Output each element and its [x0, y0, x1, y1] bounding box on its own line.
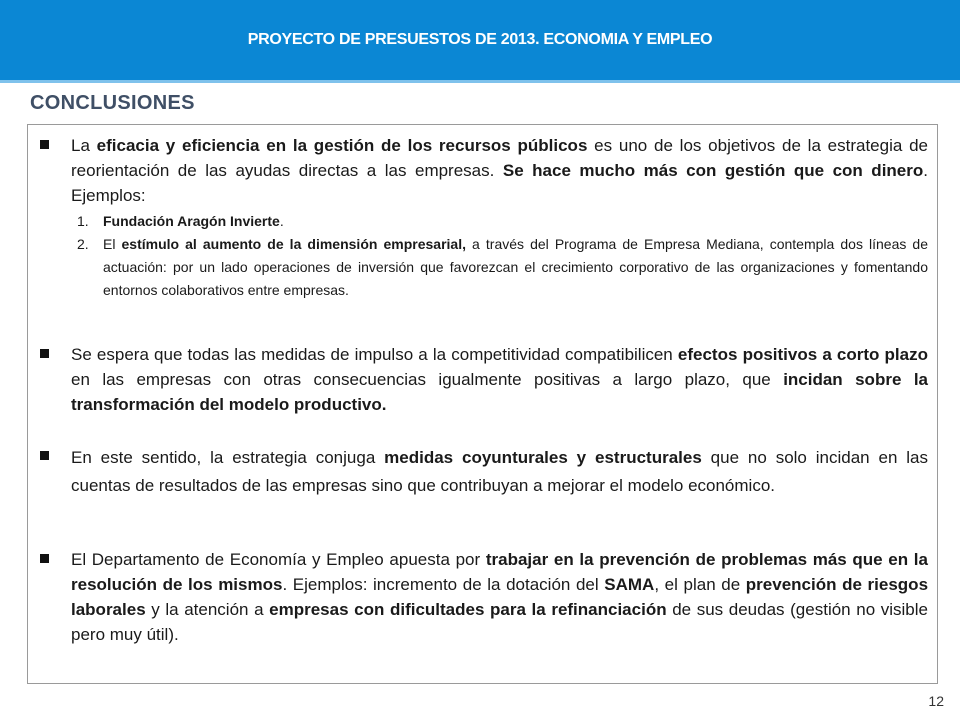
text-segment: . [279, 213, 284, 229]
bullet-body [71, 444, 928, 500]
conclusions-box [27, 124, 938, 684]
bold-text-segment: medidas coyunturales y estructurales [384, 448, 702, 467]
square-bullet-icon [40, 349, 49, 358]
sublist-item [71, 210, 928, 233]
text-segment: en las empresas con otras consecuencias igualmente positivas a largo plazo, que [71, 370, 784, 389]
header-bar [0, 0, 960, 83]
slide-header-title: PROYECTO DE PRESUESTOS DE 2013. ECONOMIA Y EMPLEO [247, 31, 713, 48]
sublist-number: 2. [77, 236, 89, 252]
sublist-text [103, 233, 928, 302]
bullet-item [36, 342, 928, 417]
text-segment: es uno de los objetivos de la estrategia de reorientación de las ayudas directas a las empresas. [71, 136, 928, 180]
bullet-text [71, 444, 928, 500]
text-segment: Se espera que todas las medidas de impulso a la competitividad compatibilicen [71, 345, 678, 364]
text-segment: El Departamento de Economía y Empleo apuesta por [71, 550, 486, 569]
text-segment: a través del Programa de Empresa Mediana, contempla dos líneas de actuación: por un lado operaciones de inversión que favorezcan el crecimiento corporativo de las organizaciones y fomentando entornos colaborativos entre empresas. [103, 236, 928, 298]
sublist-number: 1. [77, 213, 89, 229]
bullet-item [36, 444, 928, 500]
square-bullet-icon [40, 451, 49, 460]
text-segment: El [103, 236, 122, 252]
bullet-text [71, 342, 928, 417]
bold-text-segment: empresas con dificultades para la refinanciación [269, 600, 667, 619]
bullet-body [71, 547, 928, 647]
text-segment: , el plan de [654, 575, 746, 594]
text-segment: de sus deudas (gestión no visible pero muy útil). [71, 600, 928, 644]
text-segment: La [71, 136, 97, 155]
section-title: CONCLUSIONES [30, 92, 195, 114]
bold-text-segment: eficacia y eficiencia en la gestión de los recursos públicos [96, 136, 588, 155]
square-bullet-icon [40, 140, 49, 149]
bold-text-segment: trabajar en la prevención de problemas más que en la resolución de los mismos [71, 550, 928, 594]
sublist-text [103, 210, 928, 233]
bullet-text [71, 547, 928, 647]
text-segment: En este sentido, la estrategia conjuga [71, 448, 385, 467]
bold-text-segment: estímulo al aumento de la dimensión empresarial, [121, 236, 466, 252]
bold-text-segment: efectos positivos a corto plazo [677, 345, 928, 364]
bullet-item [36, 133, 928, 302]
bullet-body [71, 342, 928, 417]
bullet-text [71, 133, 928, 208]
text-segment: que no solo incidan en las cuentas de resultados de las empresas sino que contribuyan a mejorar el modelo económico. [71, 448, 929, 495]
page-number: 12 [928, 693, 944, 709]
bold-text-segment: incidan sobre la transformación del modelo productivo. [71, 370, 928, 414]
bullet-body [71, 133, 928, 302]
text-segment: . Ejemplos: [71, 161, 928, 205]
bold-text-segment: Se hace mucho más con gestión que con dinero [502, 161, 924, 180]
bold-text-segment: prevención de riesgos laborales [71, 575, 929, 619]
bold-text-segment: Fundación Aragón Invierte [103, 213, 280, 229]
sublist-item [71, 233, 928, 302]
numbered-sublist [71, 210, 928, 302]
bullet-item [36, 547, 928, 647]
bold-text-segment: SAMA [604, 575, 655, 594]
text-segment: . Ejemplos: incremento de la dotación del [282, 575, 605, 594]
square-bullet-icon [40, 554, 49, 563]
text-segment: y la atención a [145, 600, 270, 619]
